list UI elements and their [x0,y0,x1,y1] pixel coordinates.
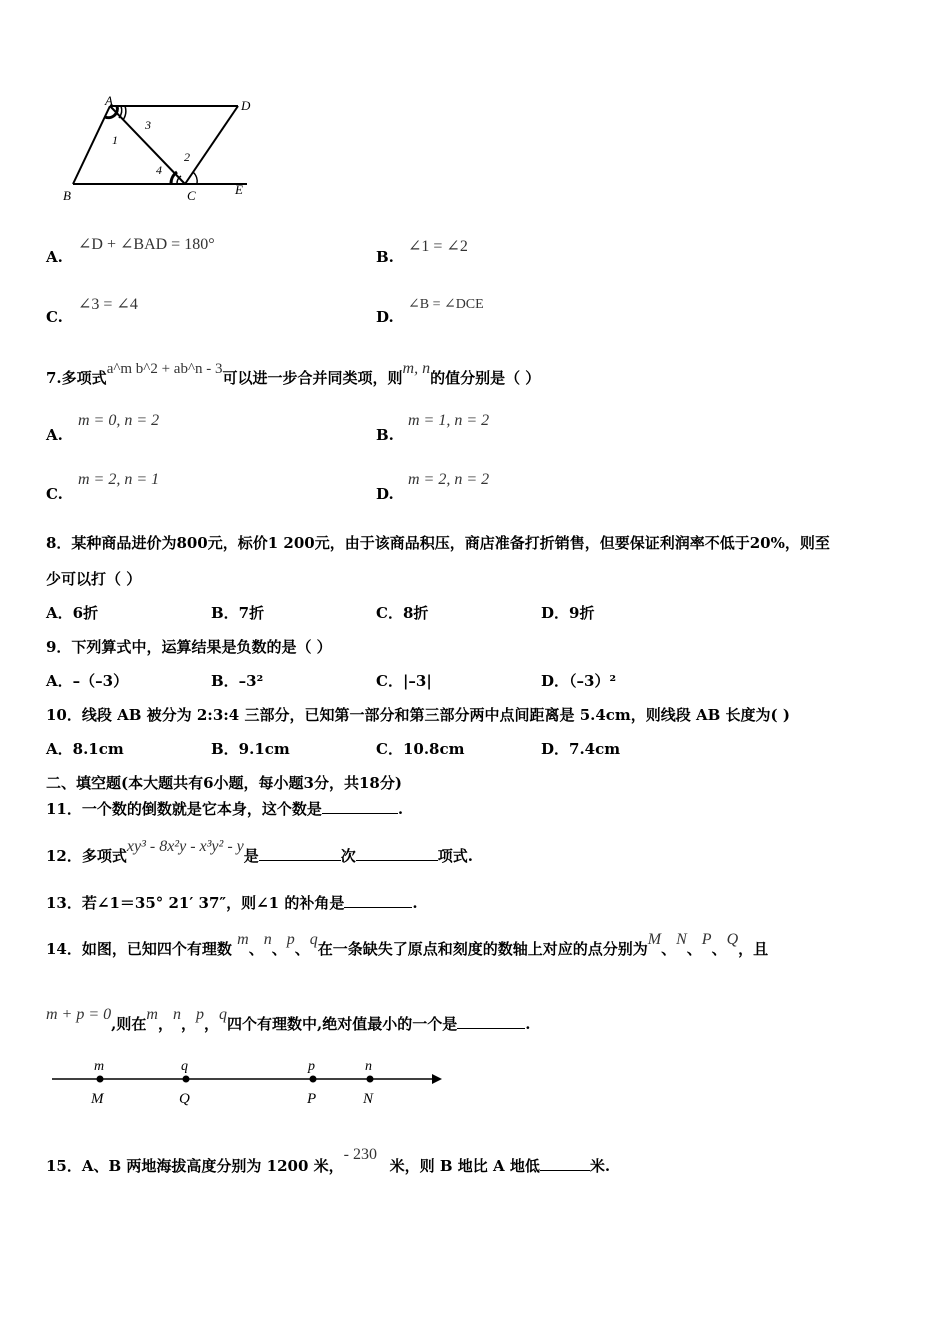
q12 [46,838,474,866]
q7-option-b-expr: m = 1, n = 2 [408,412,490,429]
q12-degree-blank[interactable] [259,846,341,861]
q14-pt-M: M [647,931,662,948]
q7-polynomial: a^m b^2 + ab^n - 3 [106,361,223,377]
q13 [46,892,418,913]
point-M [97,1076,104,1083]
q12-polynomial: xy³ - 8x²y - x³y² - y [126,838,244,855]
point-N [367,1076,374,1083]
q6-option-b-letter: B. [376,248,394,266]
q15-value: - 230 [343,1146,377,1163]
q13-end: . [412,894,418,912]
q7-vars: m, n [402,360,431,377]
label-A: A [105,93,113,108]
q7-option-a-letter: A. [46,426,63,444]
q14-answer-blank[interactable] [457,1014,525,1029]
q10-stem: 10．线段 AB 被分为 2:3:4 三部分，已知第一部分和第三部分两中点间距离是 5.4cm，则线段 AB 长度为( ) [46,706,790,724]
q14-var2-q: q [219,1006,227,1023]
q14-condition: m + p = 0 [46,1006,112,1023]
sep: ， [180,1015,196,1033]
q6-option-d-expr: ∠B = ∠DCE [408,297,484,312]
q14-pre: 14．如图，已知四个有理数 [46,940,232,958]
nl-p: p [308,1059,315,1074]
label-B: B [63,188,71,203]
q6-option-d-letter: D. [376,308,394,326]
section-fill-in-title: 二、填空题(本大题共有6小题，每小题3分，共18分) [46,774,402,792]
nl-P: P [307,1091,317,1107]
q8-option-b: B．7折 [211,604,265,622]
q9-option-d: D．（–3）² [541,672,617,690]
sep: 、 [686,940,702,958]
q14-pt-Q: Q [726,931,739,948]
q7-option-c-expr: m = 2, n = 1 [78,471,160,488]
q14-var-n: n [263,931,272,948]
q11-answer-blank[interactable] [322,799,398,814]
q14-pt-N: N [676,931,687,948]
sep: 、 [248,940,264,958]
number-line [48,1055,448,1110]
q14-var-p: p [286,931,295,948]
angle-3: 3 [145,118,151,132]
q12-end: 项式. [437,847,474,865]
q12-is: 是 [243,847,259,865]
q11 [46,798,403,819]
q15 [46,1146,611,1176]
q9-option-c: C．|–3| [376,672,432,690]
q10-option-d: D．7.4cm [541,740,621,758]
q7-option-d-expr: m = 2, n = 2 [408,471,490,488]
point-Q [183,1076,190,1083]
q7-option-d-letter: D. [376,485,394,503]
q8-option-c: C．8折 [376,604,429,622]
q14-line1 [46,931,769,959]
q14-var2-p: p [195,1006,204,1023]
q14-end2: . [525,1015,531,1033]
label-D: D [241,98,251,113]
q14-var2-n: n [172,1006,181,1023]
sep: 、 [294,940,310,958]
q15-answer-blank[interactable] [540,1156,590,1171]
q14-line2 [46,1006,531,1034]
q8-option-d: D．9折 [541,604,595,622]
q14-var-q: q [309,931,318,948]
q8-stem-line1: 8．某种商品进价为800元，标价1 200元，由于该商品积压，商店准备打折销售，但要保证利润率不低于20%，则至 [46,534,830,552]
q7-option-b-letter: B. [376,426,394,444]
q11-end: . [397,800,404,818]
nl-q: q [181,1059,188,1074]
q7-option-c-letter: C. [46,485,63,503]
nl-m: m [94,1059,105,1074]
angle-1: 1 [112,133,118,147]
q6-option-b-expr: ∠1 = ∠2 [408,238,468,255]
q14-end1: ，且 [738,940,769,958]
q14-var-m: m [237,931,249,948]
nl-N: N [363,1091,374,1107]
q14-pt-P: P [701,931,712,948]
q13-text: 13．若∠1＝35° 21′ 37″，则∠1 的补角是 [46,894,345,912]
q9-option-b: B．–3² [211,672,264,690]
label-C: C [187,188,196,203]
angle-2: 2 [184,150,190,164]
parallelogram-figure [55,92,265,212]
q6-option-a-expr: ∠D + ∠BAD = 180° [78,236,215,253]
q7-stem-pre: 多项式 [61,369,107,387]
sep: 、 [711,940,727,958]
sep: ， [203,1015,219,1033]
q8-option-a: A．6折 [46,604,99,622]
q6-option-c-letter: C. [46,308,63,326]
q9-stem: 9．下列算式中，运算结果是负数的是（ ） [46,638,332,656]
nl-Q: Q [179,1091,190,1107]
nl-M: M [91,1091,104,1107]
q12-ci: 次 [340,847,356,865]
q15-mid: 米，则 B 地比 A 地低 [389,1157,540,1175]
q7-stem-post: 的值分别是（ ） [430,369,541,387]
nl-n: n [365,1059,372,1074]
q14-mid3: 四个有理数中,绝对值最小的一个是 [227,1015,458,1033]
q12-terms-blank[interactable] [356,846,438,861]
q10-option-a: A．8.1cm [46,740,124,758]
sep: 、 [661,940,677,958]
q10-option-c: C．10.8cm [376,740,465,758]
point-P [310,1076,317,1083]
q13-answer-blank[interactable] [344,893,412,908]
q15-end: 米. [589,1157,611,1175]
q15-pre: 15．A、B 两地海拔高度分别为 1200 米， [46,1157,344,1175]
q7-option-a-expr: m = 0, n = 2 [78,412,160,429]
q7-number: 7. [46,369,62,387]
q12-pre: 12．多项式 [46,847,127,865]
q9-option-a: A．–（–3） [46,672,129,690]
q10-option-b: B．9.1cm [211,740,290,758]
q11-text: 11．一个数的倒数就是它本身，这个数是 [46,800,322,818]
label-E: E [235,182,243,197]
q14-var2-m: m [146,1006,158,1023]
q14-mid: 在一条缺失了原点和刻度的数轴上对应的点分别为 [317,940,648,958]
q6-option-c-expr: ∠3 = ∠4 [78,296,138,313]
q6-option-a-letter: A. [46,248,63,266]
sep: ， [157,1015,173,1033]
q7-stem [46,360,541,388]
angle-4: 4 [156,163,162,177]
q8-stem-line2: 少可以打（ ） [46,570,142,588]
sep: 、 [271,940,287,958]
q7-stem-mid: 可以进一步合并同类项，则 [222,369,403,387]
q14-mid2: ,则在 [111,1015,147,1033]
